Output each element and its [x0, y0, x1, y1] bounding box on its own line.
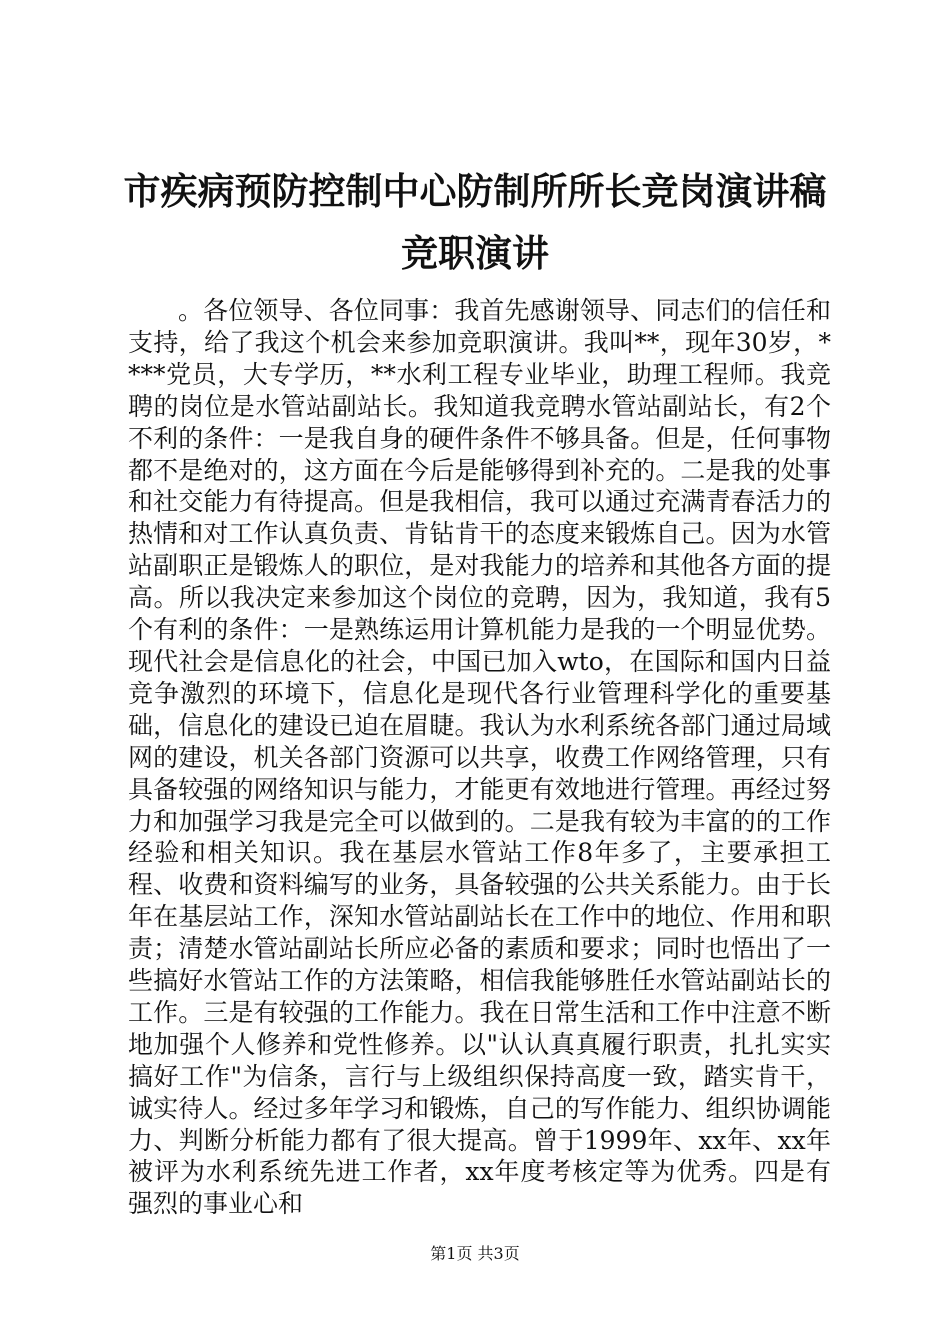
page-number-footer: 第1页 共3页 — [430, 1244, 520, 1263]
document-body: 。各位领导、各位同事：我首先感谢领导、同志们的信任和支持，给了我这个机会来参加竞职演讲。我叫**，现年30岁，****党员，大专学历，**水利工程专业毕业，助理工程师。我竞聘的岗位是水管站副站长。我知道我竞聘水管站副站长，有2个不利的条件：一是我自身的硬件条件不够具备。但是，任何事物都不是绝对的，这方面在今后是能够得到补充的。二是我的处事和社交能力有待提高。但是我相信，我可以通过充满青春活力的热情和对工作认真负责、肯钻肯干的态度来锻炼自己。因为水管站副职正是锻炼人的职位，是对我能力的培养和其他各方面的提高。所以我决定来参加这个岗位的竞聘，因为，我知道，我有5个有利的条件：一是熟练运用计算机能力是我的一个明显优势。现代社会是信息化的社会，中国已加入wto，在国际和国内日益竞争激烈的环境下，信息化是现代各行业管理科学化的重要基础，信息化的建设已迫在眉睫。我认为水利系统各部门通过局域网的建设，机关各部门资源可以共享，收费工作网络管理，只有具备较强的网络知识与能力，才能更有效地进行管理。再经过努力和加强学习我是完全可以做到的。二是我有较为丰富的的工作经验和相关知识。我在基层水管站工作8年多了，主要承担工程、收费和资料编写的业务，具备较强的公共关系能力。由于长年在基层站工作，深知水管站副站长在工作中的地位、作用和职责；清楚水管站副站长所应必备的素质和要求；同时也悟出了一些搞好水管站工作的方法策略，相信我能够胜任水管站副站长的工作。三是有较强的工作能力。我在日常生活和工作中注意不断地加强个人修养和党性修养。以"认认真真履行职责，扎扎实实搞好工作"为信条，言行与上级组织保持高度一致，踏实肯干，诚实待人。经过多年学习和锻炼，自己的写作能力、组织协调能力、判断分析能力都有了很大提高。曾于1999年、xx年、xx年被评为水利系统先进工作者，xx年度考核定等为优秀。四是有强烈的事业心和 — [128, 296, 831, 1219]
document-title: 市疾病预防控制中心防制所所长竞岗演讲稿竞职演讲 — [123, 169, 827, 275]
